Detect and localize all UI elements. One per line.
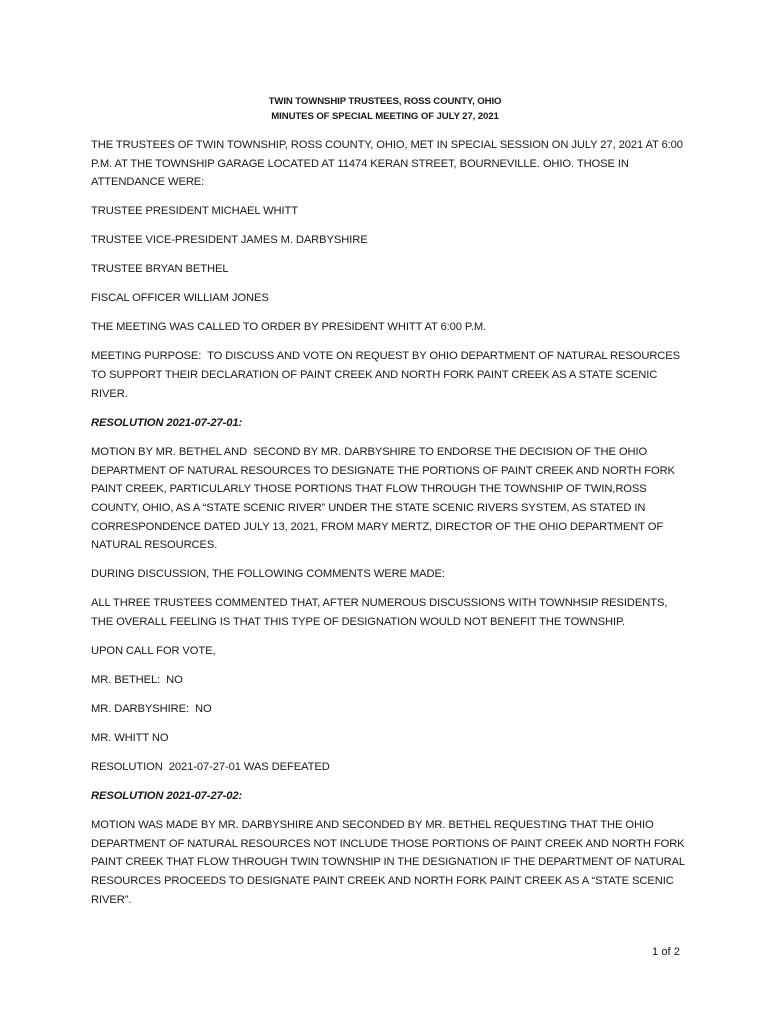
attendee-fiscal-officer: FISCAL OFFICER WILLIAM JONES: [91, 292, 269, 305]
vote-bethel: MR. BETHEL: NO: [91, 674, 183, 687]
document-body: [91, 136, 691, 920]
resolution-heading-02: RESOLUTION 2021-07-27-02:: [91, 790, 243, 803]
paragraph-comments: ALL THREE TRUSTEES COMMENTED THAT, AFTER NUMEROUS DISCUSSIONS WITH TOWNHSIP RESIDENTS, THE OVERALL FEELING IS THAT THIS TYPE OF DESIGNATION WOULD NOT BENEFIT THE TOWNSHIP.: [91, 597, 671, 629]
page-number: 1 of 2: [652, 946, 680, 958]
attendee-trustee: TRUSTEE BRYAN BETHEL: [91, 263, 229, 276]
paragraph-opening: THE TRUSTEES OF TWIN TOWNSHIP, ROSS COUNTY, OHIO, MET IN SPECIAL SESSION ON JULY 27, 2021 AT 6:00 P.M. AT THE TOWNSHIP GARAGE LOCATED AT 11474 KERAN STREET, BOURNEVILLE. OHIO. THOSE IN ATTENDANCE WERE:: [91, 139, 686, 189]
vote-whitt: MR. WHITT NO: [91, 732, 169, 745]
attendee-vice-president: TRUSTEE VICE-PRESIDENT JAMES M. DARBYSHIRE: [91, 234, 368, 247]
paragraph-call-to-order: THE MEETING WAS CALLED TO ORDER BY PRESIDENT WHITT AT 6:00 P.M.: [91, 321, 487, 334]
attendee-president: TRUSTEE PRESIDENT MICHAEL WHITT: [91, 205, 298, 218]
paragraph-meeting-purpose: MEETING PURPOSE: TO DISCUSS AND VOTE ON REQUEST BY OHIO DEPARTMENT OF NATURAL RESOURCES TO SUPPORT THEIR DECLARATION OF PAINT CREEK AND NORTH FORK PAINT CREEK AS A STATE SCENIC RIVER.: [91, 350, 683, 400]
vote-darbyshire: MR. DARBYSHIRE: NO: [91, 703, 212, 716]
document-subtitle: MINUTES OF SPECIAL MEETING OF JULY 27, 2021: [271, 111, 499, 122]
paragraph-discussion: DURING DISCUSSION, THE FOLLOWING COMMENTS WERE MADE:: [91, 568, 445, 581]
document-title: TWIN TOWNSHIP TRUSTEES, ROSS COUNTY, OHIO: [268, 96, 502, 107]
resolution-heading-01: RESOLUTION 2021-07-27-01:: [91, 416, 243, 429]
paragraph-motion-02: MOTION WAS MADE BY MR. DARBYSHIRE AND SECONDED BY MR. BETHEL REQUESTING THAT THE OHIO DEPARTMENT OF NATURAL RESOURCES NOT INCLUDE THOSE PORTIONS OF PAINT CREEK AND NORTH FORK PAINT CREEK THAT FLOW THROUGH TWIN TOWNSHIP IN THE DESIGNATION IF THE DEPARTMENT OF NATURAL RESOURCES PROCEEDS TO DESIGNATE PAINT CREEK AND NORTH FORK PAINT CREEK AS A “STATE SCENIC RIVER”.: [91, 819, 688, 906]
paragraph-call-for-vote: UPON CALL FOR VOTE,: [91, 645, 216, 658]
document-header: [0, 94, 770, 124]
paragraph-resolution-result: RESOLUTION 2021-07-27-01 WAS DEFEATED: [91, 761, 330, 774]
paragraph-motion-01: MOTION BY MR. BETHEL AND SECOND BY MR. DARBYSHIRE TO ENDORSE THE DECISION OF THE OHIO DEPARTMENT OF NATURAL RESOURCES TO DESIGNATE THE PORTIONS OF PAINT CREEK AND NORTH FORK PAINT CREEK, PARTICULARLY THOSE PORTIONS THAT FLOW THROUGH THE TOWNSHIP OF TWIN,ROSS COUNTY, OHIO, AS A “STATE SCENIC RIVER” UNDER THE STATE SCENIC RIVERS SYSTEM, AS STATED IN CORRESPONDENCE DATED JULY 13, 2021, FROM MARY MERTZ, DIRECTOR OF THE OHIO DEPARTMENT OF NATURAL RESOURCES.: [91, 445, 678, 552]
